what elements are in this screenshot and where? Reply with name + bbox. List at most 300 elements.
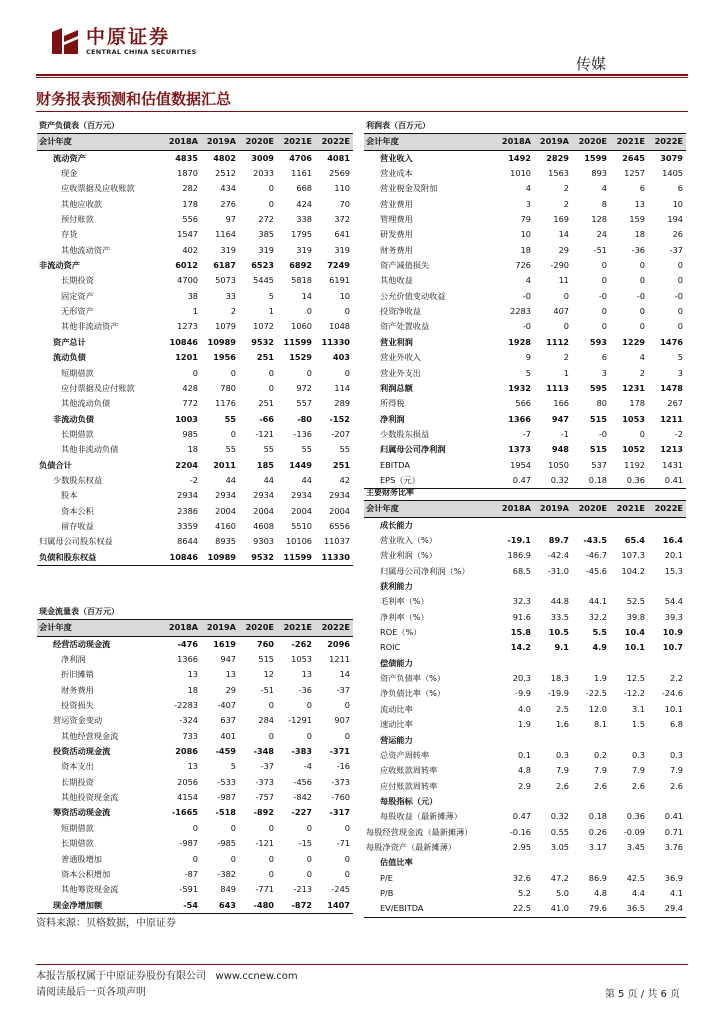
cell-value: 3 <box>677 367 683 378</box>
cell-value: 1176 <box>215 398 236 409</box>
cell-value: 7.9 <box>593 765 607 776</box>
cell-value: 3.1 <box>631 703 645 714</box>
row-label: 长期借款 <box>61 838 94 849</box>
row-label: 负债和股东权益 <box>37 550 163 566</box>
table-row <box>364 166 686 181</box>
row-label: 固定资产 <box>61 290 94 301</box>
cell-value: 33.5 <box>550 611 569 622</box>
cell-value: 1192 <box>624 459 645 470</box>
cell-value: 276 <box>220 198 236 209</box>
cell-value: 0 <box>639 260 645 271</box>
cell-value: 10 <box>339 290 350 301</box>
income-statement-table <box>364 118 686 489</box>
cell-value: 14.2 <box>510 642 531 653</box>
table-row <box>37 335 353 350</box>
cell-value <box>496 579 534 594</box>
row-label: EPS（元） <box>364 473 496 489</box>
cell-value: 780 <box>220 382 236 393</box>
cell-value: -373 <box>331 776 350 787</box>
row-label: 资本公积增加 <box>61 868 111 879</box>
cell-value <box>648 855 686 870</box>
cell-value: 2011 <box>213 459 236 470</box>
cell-value: -207 <box>331 428 350 439</box>
cell-value: -842 <box>293 792 312 803</box>
cell-value: 0.47 <box>512 811 531 822</box>
header-year: 2020E <box>572 501 610 517</box>
cell-value: 55 <box>339 444 350 455</box>
row-label: 营业利润（%） <box>380 550 437 561</box>
row-label: 营业收入 <box>380 152 413 163</box>
row-label: 非流动资产 <box>39 260 80 271</box>
table-row <box>364 273 686 288</box>
cell-value: 2512 <box>215 168 236 179</box>
cell-value: 733 <box>182 730 198 741</box>
row-label: 短期借款 <box>61 822 94 833</box>
cell-value <box>610 579 648 594</box>
cell-value: 4.1 <box>669 887 683 898</box>
cell-value: 0 <box>268 700 274 711</box>
cell-value <box>496 656 534 671</box>
cell-value: 38 <box>187 290 198 301</box>
cell-value: 1052 <box>622 444 645 455</box>
cell-value: 0 <box>601 260 607 271</box>
cell-value: 0 <box>677 260 683 271</box>
row-label: 其他应收款 <box>61 198 102 209</box>
row-label: 预付账款 <box>61 214 94 225</box>
cell-value: 4.8 <box>517 765 531 776</box>
cell-value: 0 <box>268 183 274 194</box>
cell-value: 0 <box>344 822 350 833</box>
cell-value: -371 <box>329 746 350 757</box>
cell-value: -0 <box>598 290 607 301</box>
row-label: ROIC <box>380 642 401 653</box>
row-label: 净利润 <box>61 654 86 665</box>
table-row <box>364 886 686 901</box>
cell-value: 0 <box>563 290 569 301</box>
row-label: 营业利润 <box>380 336 413 347</box>
cell-value: -12.2 <box>623 688 645 699</box>
cell-value: 1 <box>268 306 274 317</box>
cell-value <box>610 656 648 671</box>
balance-sheet-table <box>37 118 353 566</box>
row-label: 利润总额 <box>380 382 413 393</box>
table-row <box>37 289 353 304</box>
cell-value: 537 <box>591 459 607 470</box>
cell-value: -1665 <box>171 807 198 818</box>
row-label: 财务费用 <box>380 244 413 255</box>
row-label: 营业外支出 <box>380 367 421 378</box>
cell-value: 2934 <box>177 490 198 501</box>
table-row <box>37 867 353 882</box>
cell-value: 1956 <box>213 352 236 363</box>
cell-value: 0.41 <box>664 811 683 822</box>
row-label: 应付票据及应付账款 <box>61 382 135 393</box>
row-label: 应付账款周转率 <box>380 780 438 791</box>
table-row <box>37 790 353 805</box>
cell-value: 643 <box>201 898 239 914</box>
cell-value: 5 <box>525 367 531 378</box>
table-header-row <box>364 134 686 150</box>
cell-value: 12 <box>263 669 274 680</box>
cell-value: 39.8 <box>626 611 645 622</box>
cell-value <box>648 656 686 671</box>
row-label: 少数股东权益 <box>53 474 103 485</box>
row-label: 投资活动现金流 <box>53 746 111 757</box>
cell-value <box>610 733 648 748</box>
cell-value: 0 <box>563 321 569 332</box>
cell-value: 1161 <box>291 168 312 179</box>
table-row <box>364 304 686 319</box>
cell-value: -892 <box>253 807 274 818</box>
table-row <box>37 227 353 242</box>
cell-value: -480 <box>239 898 277 914</box>
table-row <box>364 748 686 763</box>
table-row <box>364 702 686 717</box>
cell-value <box>610 855 648 870</box>
cell-value: 79.6 <box>572 901 610 917</box>
table-row <box>37 652 353 667</box>
cell-value: 338 <box>296 214 312 225</box>
header-year: 2018A <box>163 620 201 636</box>
cell-value <box>534 517 572 533</box>
cell-value: 47.2 <box>550 872 569 883</box>
cell-value: 0 <box>344 730 350 741</box>
cell-value: 0.18 <box>588 811 607 822</box>
cell-value: 104.2 <box>621 565 645 576</box>
cell-value: -591 <box>179 884 198 895</box>
table-row <box>37 852 353 867</box>
sector-label: 传媒 <box>575 55 606 73</box>
cell-value: 0.2 <box>593 749 607 760</box>
row-label: ROE（%） <box>380 627 422 638</box>
table-row <box>364 625 686 640</box>
cell-value: 319 <box>334 244 350 255</box>
cell-value: 2096 <box>327 638 350 649</box>
table-row <box>364 794 686 809</box>
table-row <box>37 273 353 288</box>
cell-value: 0.55 <box>550 826 569 837</box>
table-row <box>364 840 686 855</box>
table-row <box>364 335 686 350</box>
cell-value: 1053 <box>622 413 645 424</box>
cell-value: 36.9 <box>664 872 683 883</box>
cell-value: -245 <box>331 884 350 895</box>
cell-value <box>534 733 572 748</box>
cell-value: 32.2 <box>588 611 607 622</box>
table-row <box>37 504 353 519</box>
cell-value: -757 <box>255 792 274 803</box>
cell-value: 7249 <box>327 260 350 271</box>
cell-value: 107.3 <box>621 550 645 561</box>
cell-value: 80 <box>596 398 607 409</box>
cell-value: 0 <box>230 367 236 378</box>
cell-value: 7.9 <box>631 765 645 776</box>
cell-value: 2934 <box>215 490 236 501</box>
cell-value <box>496 517 534 533</box>
table-row <box>364 212 686 227</box>
header-year: 2018A <box>163 134 201 150</box>
cell-value: 1257 <box>624 168 645 179</box>
row-label: 应收账款周转率 <box>380 765 438 776</box>
row-label: 每股净资产（最新摊薄） <box>366 841 457 852</box>
cell-value: 10.4 <box>624 627 645 638</box>
table-row <box>37 683 353 698</box>
row-label: 投资损失 <box>61 700 94 711</box>
table-row <box>364 533 686 548</box>
cell-value: 0.36 <box>626 811 645 822</box>
table-row <box>37 181 353 196</box>
cell-value: 4.9 <box>592 642 607 653</box>
cell-value: 4608 <box>253 520 274 531</box>
cell-value: 0 <box>268 868 274 879</box>
table-row <box>364 825 686 840</box>
cell-value: 2004 <box>215 505 236 516</box>
cell-value: 515 <box>589 413 607 424</box>
cell-value: 29 <box>225 684 236 695</box>
cell-value: 2086 <box>175 746 198 757</box>
cell-value: 10.7 <box>662 642 683 653</box>
cell-value: 1048 <box>329 321 350 332</box>
cell-value: 6556 <box>329 520 350 531</box>
table-row <box>37 212 353 227</box>
cell-value: 251 <box>256 352 274 363</box>
cell-value: -987 <box>217 792 236 803</box>
row-label: 成长能力 <box>380 519 413 530</box>
cell-value: -213 <box>293 884 312 895</box>
footer-website[interactable]: www.ccnew.com <box>215 971 298 982</box>
header-year: 2019A <box>534 501 572 517</box>
cell-value: 434 <box>220 183 236 194</box>
cell-value: 18 <box>187 684 198 695</box>
cell-value: 6523 <box>251 260 274 271</box>
cell-value: -459 <box>215 746 236 757</box>
cell-value: 9532 <box>239 550 277 566</box>
cell-value: 44.1 <box>588 596 607 607</box>
cell-value: 272 <box>258 214 274 225</box>
cell-value: 91.6 <box>512 611 531 622</box>
row-label: 流动负债 <box>53 352 86 363</box>
row-label: 研发费用 <box>380 229 413 240</box>
cell-value: 0 <box>230 428 236 439</box>
cell-value: -66 <box>259 413 274 424</box>
table-row <box>364 350 686 365</box>
cell-value: -121 <box>255 838 274 849</box>
cell-value: 5.0 <box>555 887 569 898</box>
header-label: 会计年度 <box>364 501 496 517</box>
cell-value: 41.0 <box>534 901 572 917</box>
cell-value: 947 <box>551 413 569 424</box>
table-row <box>37 350 353 365</box>
cell-value: 10989 <box>207 336 236 347</box>
header-year: 2018A <box>496 134 534 150</box>
row-label: P/E <box>380 872 393 883</box>
cell-value: 1954 <box>510 459 531 470</box>
cell-value: 3.17 <box>588 841 607 852</box>
row-label: 现金净增加额 <box>37 898 163 914</box>
cell-value: 2056 <box>177 776 198 787</box>
table-row <box>37 458 353 473</box>
cell-value: 5.5 <box>592 627 607 638</box>
cell-value: -37 <box>260 761 274 772</box>
cell-value: 5445 <box>253 275 274 286</box>
cell-value: 284 <box>258 715 274 726</box>
cell-value: -262 <box>291 638 312 649</box>
logo-chinese: 中原证券 <box>86 26 171 48</box>
cell-value: 5 <box>677 352 683 363</box>
row-label: 其他非流动负债 <box>61 444 119 455</box>
cell-value <box>496 733 534 748</box>
cell-value: 1079 <box>215 321 236 332</box>
footer-rule <box>36 964 688 965</box>
cell-value: -382 <box>217 868 236 879</box>
header-year: 2020E <box>239 134 277 150</box>
cell-value: 89.7 <box>548 535 569 546</box>
table-row <box>364 671 686 686</box>
cell-value: 0 <box>306 730 312 741</box>
cell-value: 1366 <box>177 654 198 665</box>
cell-value: 726 <box>515 260 531 271</box>
cell-value: -872 <box>277 898 315 914</box>
row-label: 存货 <box>61 229 78 240</box>
cell-value: 0 <box>306 868 312 879</box>
cell-value: 1795 <box>291 229 312 240</box>
cell-value: 2569 <box>329 168 350 179</box>
cell-value: -987 <box>179 838 198 849</box>
cell-value: 0 <box>268 822 274 833</box>
cell-value: 424 <box>296 198 312 209</box>
cell-value: 1 <box>192 306 198 317</box>
table-caption-row <box>37 118 353 134</box>
company-logo <box>50 26 197 56</box>
table-row <box>364 656 686 671</box>
row-label: 其他流动负债 <box>61 398 111 409</box>
cell-value: 0 <box>639 321 645 332</box>
cell-value: 5 <box>268 290 274 301</box>
row-label: 投资净收益 <box>380 306 421 317</box>
cell-value: 1366 <box>508 413 531 424</box>
cell-value: -80 <box>297 413 312 424</box>
cell-value: 12.0 <box>588 703 607 714</box>
cell-value: 2934 <box>291 490 312 501</box>
table-row <box>37 729 353 744</box>
cell-value: 29 <box>558 244 569 255</box>
row-label: 管理费用 <box>380 214 413 225</box>
table-row <box>364 227 686 242</box>
table-row <box>37 166 353 181</box>
cell-value: 1407 <box>315 898 353 914</box>
row-label: 每股收益（最新摊薄） <box>380 811 462 822</box>
cell-value: 10.9 <box>662 627 683 638</box>
cell-value: 2 <box>563 183 569 194</box>
cell-value: 972 <box>296 382 312 393</box>
row-label: 长期投资 <box>61 776 94 787</box>
cell-value: -37 <box>669 244 683 255</box>
cell-value: 0.71 <box>664 826 683 837</box>
cell-value: 2.6 <box>555 780 569 791</box>
table-row <box>364 733 686 748</box>
row-label: 偿债能力 <box>380 657 413 668</box>
cell-value: 1050 <box>548 459 569 470</box>
cell-value: 4 <box>525 183 531 194</box>
cell-value: -87 <box>184 868 198 879</box>
cell-value: 10989 <box>201 550 239 566</box>
table-row <box>364 427 686 442</box>
cell-value: 1599 <box>584 152 607 163</box>
cell-value: 849 <box>220 884 236 895</box>
header-year: 2021E <box>610 501 648 517</box>
cell-value: 593 <box>589 336 607 347</box>
row-label: 长期借款 <box>61 428 94 439</box>
cell-value: 194 <box>667 214 683 225</box>
cell-value: 1529 <box>289 352 312 363</box>
cell-value: 5073 <box>215 275 236 286</box>
cell-value: 1072 <box>253 321 274 332</box>
cell-value: 0.26 <box>588 826 607 837</box>
logo-mark-icon <box>50 26 80 56</box>
cell-value: 402 <box>182 244 198 255</box>
table-caption: 利润表（百万元） <box>364 118 686 134</box>
row-label: 折旧摊销 <box>61 669 94 680</box>
cell-value: 2 <box>230 306 236 317</box>
cell-value: 44 <box>225 474 236 485</box>
cell-value: 1273 <box>177 321 198 332</box>
cell-value: 10106 <box>285 536 312 547</box>
cell-value: 68.5 <box>512 565 531 576</box>
cell-value: 4081 <box>327 152 350 163</box>
cell-value <box>496 794 534 809</box>
cell-value: -476 <box>177 638 198 649</box>
table-row <box>37 427 353 442</box>
cell-value: 0 <box>677 306 683 317</box>
header-rule-thin <box>36 77 688 78</box>
cell-value: -9.9 <box>515 688 531 699</box>
cell-value: 1547 <box>177 229 198 240</box>
table-row <box>364 381 686 396</box>
table-row <box>37 898 353 914</box>
cell-value: 22.5 <box>496 901 534 917</box>
table-row <box>364 366 686 381</box>
cell-value: 3.76 <box>664 841 683 852</box>
cell-value: 4700 <box>177 275 198 286</box>
cell-value: 15.8 <box>510 627 531 638</box>
cell-value: 6187 <box>213 260 236 271</box>
cell-value: -36 <box>631 244 645 255</box>
row-label: 归属母公司股东权益 <box>39 536 113 547</box>
row-label: 净利润 <box>380 413 405 424</box>
cell-value: 401 <box>220 730 236 741</box>
table-row <box>37 713 353 728</box>
row-label: 现金 <box>61 168 78 179</box>
cell-value: 6 <box>677 183 683 194</box>
cell-value: 1113 <box>546 382 569 393</box>
cell-value: 29.4 <box>648 901 686 917</box>
cell-value: -373 <box>255 776 274 787</box>
table-header-row <box>37 620 353 636</box>
footer-disclaimer: 请阅读最后一页各项声明 <box>36 987 146 998</box>
cell-value: 407 <box>553 306 569 317</box>
table-row <box>364 579 686 594</box>
cell-value: -16 <box>336 761 350 772</box>
table-row <box>37 805 353 820</box>
table-row <box>364 564 686 579</box>
cell-value: 55 <box>263 444 274 455</box>
cell-value: -383 <box>291 746 312 757</box>
cell-value: 24 <box>596 229 607 240</box>
cell-value: 12.5 <box>626 673 645 684</box>
cell-value: -45.6 <box>585 565 607 576</box>
cell-value <box>610 517 648 533</box>
cell-value: -136 <box>293 428 312 439</box>
